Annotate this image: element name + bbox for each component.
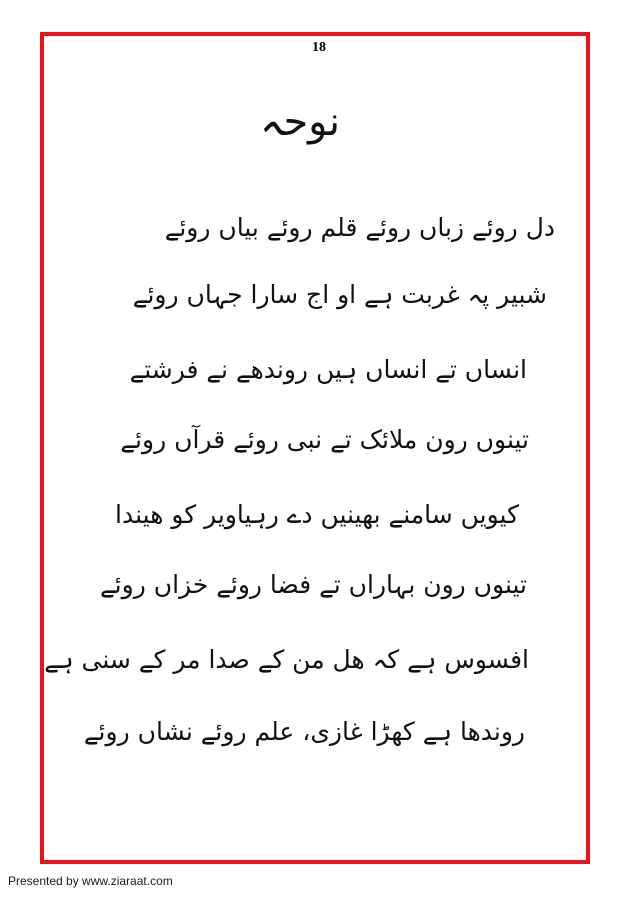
verse-line: تینوں رون بہاراں تے فضا روئے خزاں روئے xyxy=(100,570,527,599)
page-title: نوحہ xyxy=(260,99,340,145)
verse-line: کیویں سامنے بھینیں دے رہیاویر کو ھیندا xyxy=(115,500,519,529)
footer-credit: Presented by www.ziaraat.com xyxy=(8,874,173,888)
verse-line: افسوس ہے کہ ھل من کے صدا مر کے سنی ہے xyxy=(44,645,529,674)
verse-line: تینوں رون ملائک تے نبی روئے قرآں روئے xyxy=(120,425,529,454)
verse-line: دل روئے زباں روئے قلم روئے بیاں روئے xyxy=(164,213,555,242)
verse-line: انساں تے انساں ہیں روندھے نے فرشتے xyxy=(129,355,527,384)
verse-line: شبیر پہ غربت ہے او اج سارا جہاں روئے xyxy=(132,280,547,309)
verse-line: روندھا ہے کھڑا غازی، علم روئے نشاں روئے xyxy=(83,717,525,746)
page-number: 18 xyxy=(312,40,326,55)
